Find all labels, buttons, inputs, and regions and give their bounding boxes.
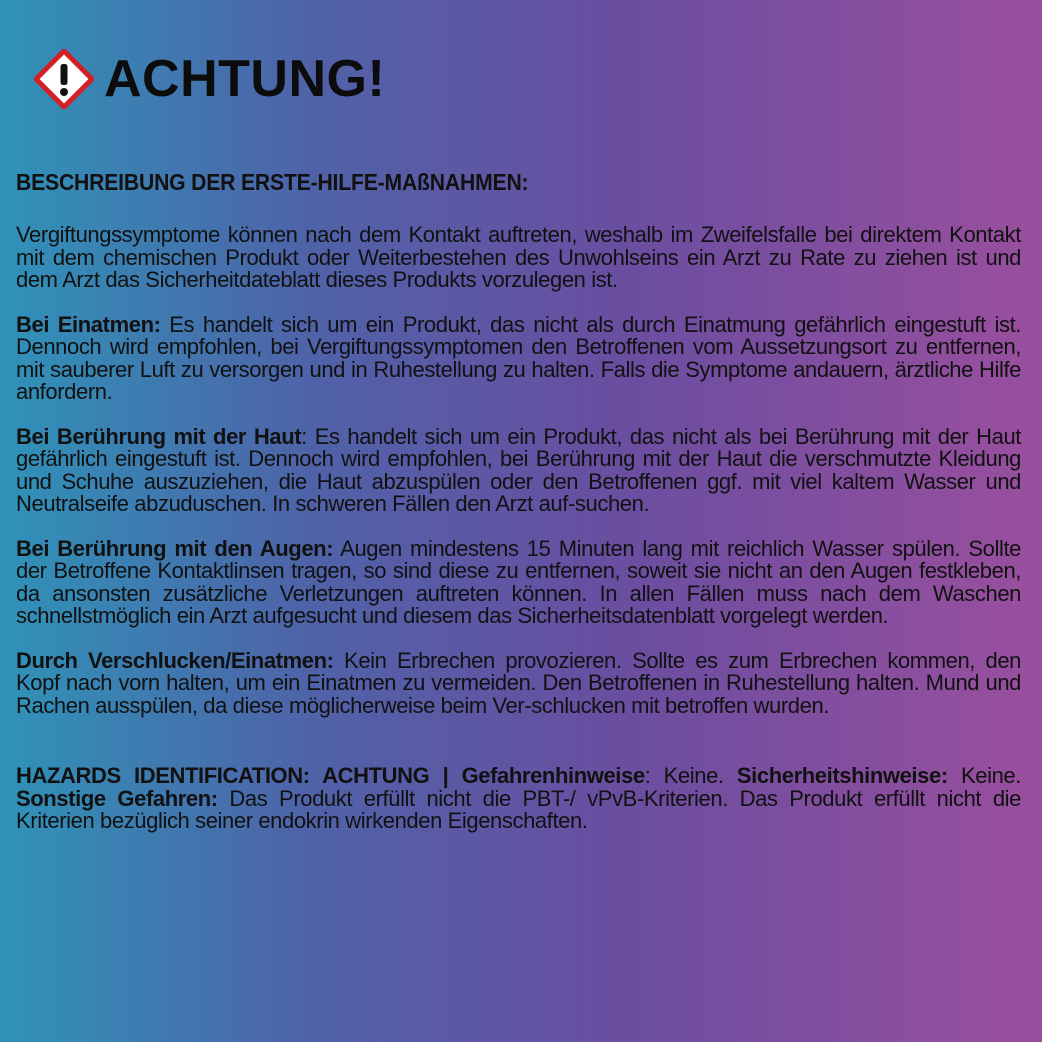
paragraph-label: Bei Berührung mit der Haut (16, 423, 302, 449)
page-title: ACHTUNG! (104, 50, 386, 108)
header (34, 44, 385, 114)
paragraph-label: Bei Einatmen: (16, 311, 161, 337)
paragraph-text: Es handelt sich um ein Produkt, das nicht als durch Einatmung gefährlich eingestuft ist. Dennoch wird empfohlen, bei Vergiftungssymptomen den Betroffenen vom Aussetzungsort zu entfernen, mit sauberer Luft zu versorgen und in Ruhestellung zu halten. Falls die Symptome andauern, ärztliche Hilfe anfordern. (16, 311, 1021, 404)
hazards-label: HAZARDS IDENTIFICATION: ACHTUNG | Gefahrenhinweise (16, 763, 645, 788)
hazards-paragraph (16, 765, 1021, 833)
intro-paragraph: Vergiftungssymptome können nach dem Kontakt auftreten, weshalb im Zweifelsfalle bei direktem Kontakt mit dem chemischen Produkt oder Weiterbestehen des Unwohlseins ein Arzt zu Rate zu ziehen ist und dem Arzt das Sicherheitdateblatt dieses Produkts vorzulegen ist. (16, 222, 1021, 292)
paragraph-skin-contact (16, 423, 1021, 516)
paragraph-eye-contact (16, 535, 1022, 628)
section-heading: BESCHREIBUNG DER ERSTE-HILFE-MAßNAHMEN: (16, 169, 529, 195)
paragraph-label: Bei Berührung mit den Augen: (16, 535, 334, 561)
paragraph-text: Augen mindestens 15 Minuten lang mit reichlich Wasser spülen. Sollte der Betroffene Kontaktlinsen tragen, so sind diese zu entfernen, soweit sie nicht an den Augen festkleben, da ansonsten zusätzliche Verletzungen auftreten können. In allen Fällen muss nach dem Waschen schnellstmöglich ein Arzt aufgesucht und diesem das Sicherheitsdatenblatt vorgelegt werden. (16, 535, 1022, 628)
other-hazards-text: Das Produkt erfüllt nicht die PBT-/ vPvB-Kriterien. Das Produkt erfüllt nicht die Kriterien bezüglich seiner endokrin wirkenden Eigenschaften. (16, 785, 1021, 833)
hazards-text: : Keine. (644, 763, 737, 788)
safety-text: Keine. (947, 763, 1021, 788)
paragraph-text: Kein Erbrechen provozieren. Sollte es zum Erbrechen kommen, den Kopf nach vorn halten, um ein Einatmen zu vermeiden. Den Betroffenen in Ruhestellung halten. Mund und Rachen ausspülen, da diese möglicherweise beim Ver-schlucken mit betroffen wurden. (16, 647, 1021, 718)
content (16, 224, 1021, 855)
paragraph-inhalation (16, 311, 1021, 404)
paragraph-label: Durch Verschlucken/Einatmen: (16, 647, 334, 673)
safety-label: Sicherheitshinweise: (736, 763, 948, 788)
paragraph-ingestion (16, 647, 1021, 718)
hazard-exclamation-icon (34, 49, 94, 109)
other-hazards-label: Sonstige Gefahren: (16, 785, 218, 811)
paragraph-text: : Es handelt sich um ein Produkt, das nicht als bei Berührung mit der Haut gefährlich eingestuft ist. Dennoch wird empfohlen, bei Berührung mit der Haut die verschmutzte Kleidung und Schuhe auszuziehen, die Haut abzuspülen oder den Betroffenen ggf. mit viel kaltem Wasser und Neutralseife abzuduschen. In schweren Fällen den Arzt auf-suchen. (16, 423, 1021, 516)
